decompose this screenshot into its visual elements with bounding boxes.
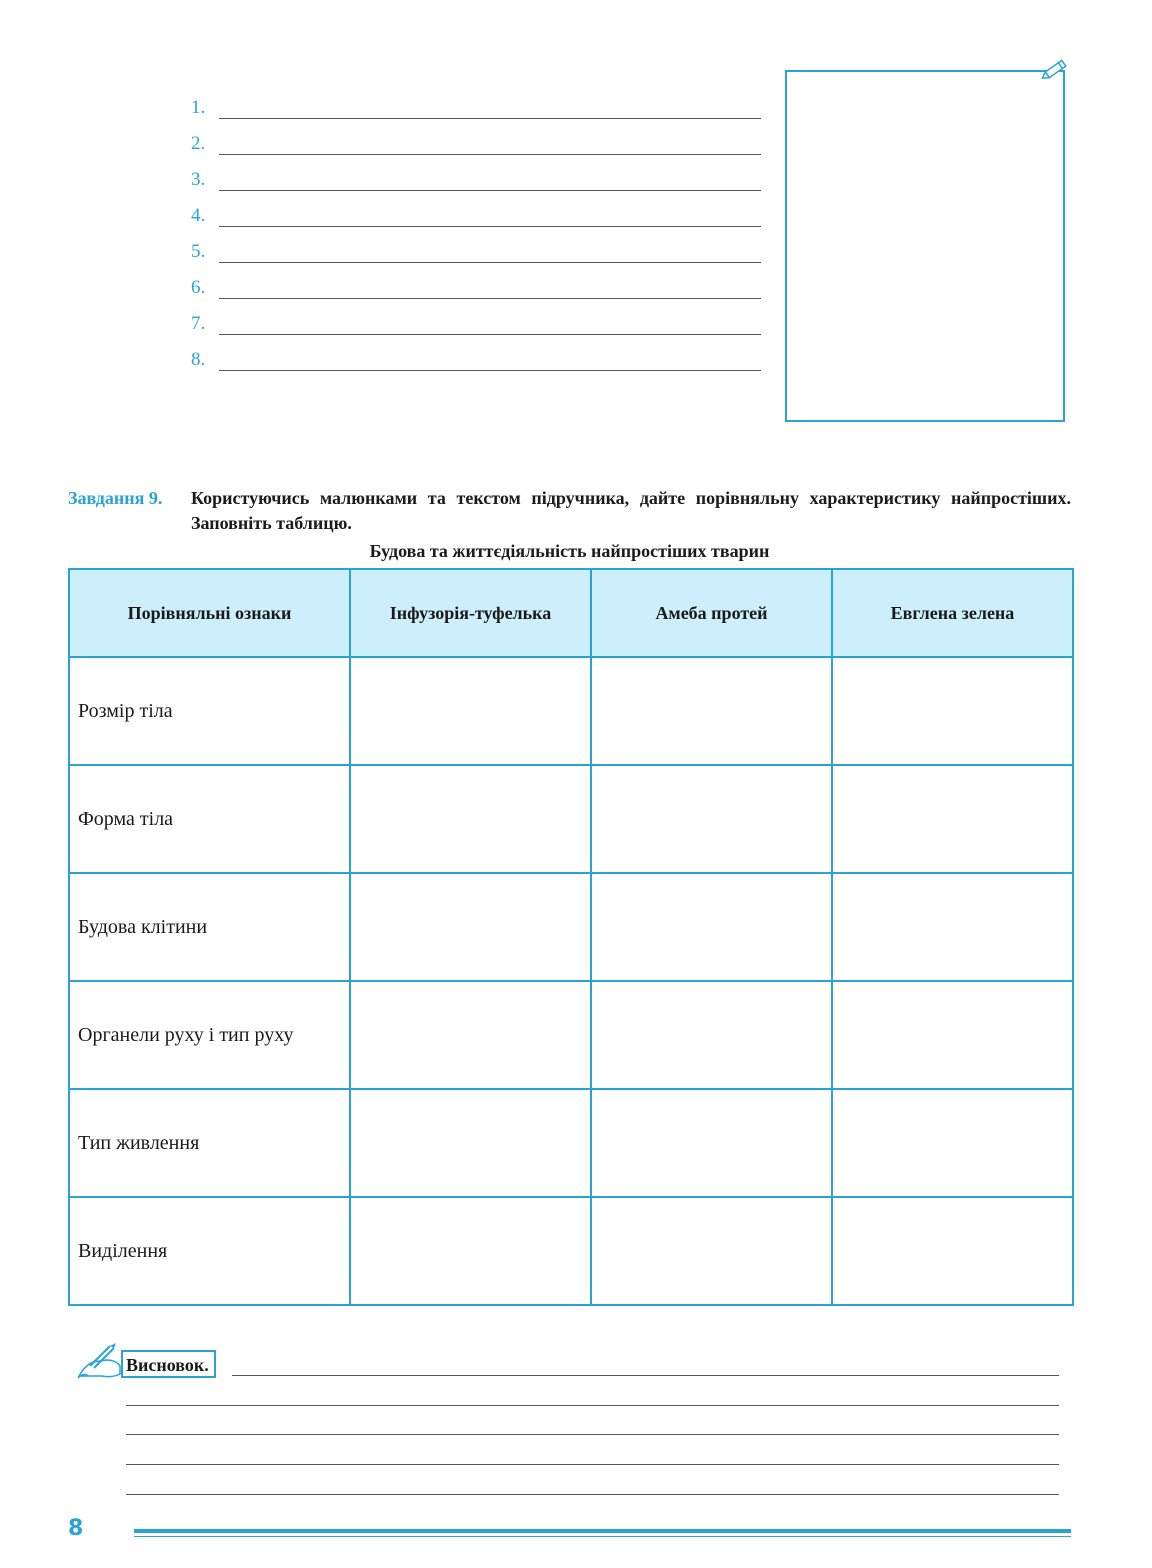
conclusion-line[interactable]	[126, 1464, 1059, 1465]
pencil-icon	[1038, 56, 1072, 84]
column-header: Амеба протей	[591, 569, 832, 657]
conclusion-line[interactable]	[126, 1405, 1059, 1406]
answer-line-7[interactable]	[191, 308, 761, 344]
answer-line-8[interactable]	[191, 344, 761, 380]
table-cell[interactable]	[832, 1197, 1073, 1305]
conclusion-label: Висновок.	[121, 1350, 216, 1378]
table-cell[interactable]	[591, 1197, 832, 1305]
footer-rule-thin	[134, 1536, 1071, 1537]
column-header: Евглена зелена	[832, 569, 1073, 657]
table-cell[interactable]	[832, 765, 1073, 873]
row-label: Розмір тіла	[69, 657, 350, 765]
answer-line-4[interactable]	[191, 200, 761, 236]
footer-rule	[134, 1529, 1071, 1533]
table-cell[interactable]	[591, 873, 832, 981]
table-row	[69, 981, 1073, 1089]
table-cell[interactable]	[350, 873, 591, 981]
table-cell[interactable]	[350, 981, 591, 1089]
line-number: 5.	[191, 241, 206, 262]
table-cell[interactable]	[832, 657, 1073, 765]
conclusion-line[interactable]	[126, 1494, 1059, 1495]
line-number: 2.	[191, 133, 206, 154]
comparison-table	[68, 568, 1074, 1306]
answer-line-3[interactable]	[191, 164, 761, 200]
row-label: Форма тіла	[69, 765, 350, 873]
table-cell[interactable]	[591, 765, 832, 873]
answer-line-2[interactable]	[191, 128, 761, 164]
line-number: 1.	[191, 97, 206, 118]
table-cell[interactable]	[832, 1089, 1073, 1197]
column-header: Інфузорія-туфелька	[350, 569, 591, 657]
drawing-box[interactable]	[785, 70, 1065, 422]
column-header: Порівняльні ознаки	[69, 569, 350, 657]
conclusion-line[interactable]	[126, 1434, 1059, 1435]
line-number: 7.	[191, 313, 206, 334]
task-label: Завдання 9.	[68, 488, 163, 508]
answer-line-1[interactable]	[191, 92, 761, 128]
row-label: Виділення	[69, 1197, 350, 1305]
table-row	[69, 1089, 1073, 1197]
table-header-row	[69, 569, 1073, 657]
table-cell[interactable]	[591, 1089, 832, 1197]
answer-line-5[interactable]	[191, 236, 761, 272]
table-cell[interactable]	[350, 1089, 591, 1197]
row-label: Тип живлення	[69, 1089, 350, 1197]
answer-line-6[interactable]	[191, 272, 761, 308]
line-number: 6.	[191, 277, 206, 298]
table-cell[interactable]	[832, 873, 1073, 981]
table-row	[69, 873, 1073, 981]
table-row	[69, 765, 1073, 873]
table-cell[interactable]	[350, 1197, 591, 1305]
table-cell[interactable]	[591, 981, 832, 1089]
numbered-answer-list	[191, 92, 761, 380]
table-cell[interactable]	[350, 765, 591, 873]
page-number: 8	[68, 1516, 84, 1541]
row-label: Будова клітини	[69, 873, 350, 981]
row-label: Органели руху і тип руху	[69, 981, 350, 1089]
table-title: Будова та життєдіяльність найпростіших тварин	[369, 541, 770, 561]
table-cell[interactable]	[591, 657, 832, 765]
line-number: 8.	[191, 349, 206, 370]
task-text: Користуючись малюнками та текстом підручника, дайте порівняльну характеристику найпростіших. Заповніть таблицю.	[191, 488, 1071, 533]
table-row	[69, 1197, 1073, 1305]
table-row	[69, 657, 1073, 765]
hand-writing-icon	[76, 1342, 122, 1380]
line-number: 4.	[191, 205, 206, 226]
line-number: 3.	[191, 169, 206, 190]
conclusion-line[interactable]	[232, 1375, 1059, 1376]
table-cell[interactable]	[832, 981, 1073, 1089]
table-cell[interactable]	[350, 657, 591, 765]
